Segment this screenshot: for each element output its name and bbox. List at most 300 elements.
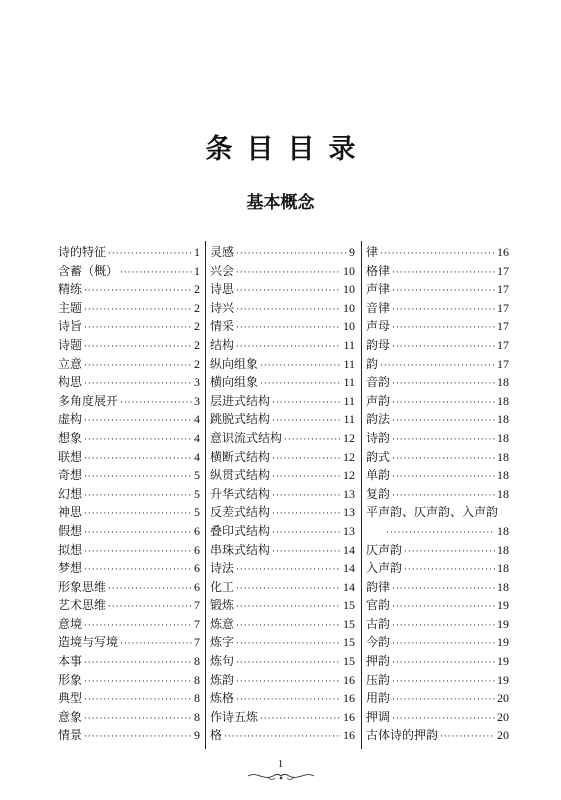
toc-term: 炼韵 (210, 672, 235, 687)
leader-dots (236, 580, 341, 599)
toc-page: 17 (497, 300, 509, 315)
toc-page: 17 (497, 356, 509, 371)
toc-term: 复韵 (366, 486, 391, 501)
toc-page: 19 (497, 598, 509, 613)
leader-dots (272, 524, 341, 543)
toc-entry (210, 410, 355, 429)
toc-page: 5 (194, 505, 200, 520)
toc-entry (366, 559, 509, 578)
toc-term: 串珠式结构 (210, 542, 271, 557)
toc-entry (210, 355, 355, 374)
leader-dots (392, 468, 495, 487)
toc-term: 含蓄（概） (58, 263, 119, 278)
toc-entry (58, 299, 200, 318)
leader-dots (236, 301, 341, 320)
toc-term: 韵 (366, 356, 379, 371)
toc-entry (58, 280, 200, 299)
toc-entry (58, 596, 200, 615)
toc-term: 层进式结构 (210, 393, 271, 408)
toc-page: 18 (497, 523, 509, 538)
toc-page: 13 (343, 486, 355, 501)
leader-dots (84, 524, 192, 543)
toc-entry (210, 559, 355, 578)
toc-term: 韵母 (366, 337, 391, 352)
toc-page: 5 (194, 468, 200, 483)
toc-entry (58, 652, 200, 671)
toc-entry (210, 466, 355, 485)
toc-page: 16 (497, 245, 509, 259)
leader-dots (272, 394, 341, 413)
toc-page: 19 (497, 672, 509, 687)
toc-term: 诗法 (210, 561, 235, 576)
toc-entry (210, 262, 355, 281)
toc-term: 古体诗的押韵 (366, 728, 439, 743)
toc-entry (366, 243, 509, 262)
leader-dots (404, 543, 495, 562)
toc-entry (366, 410, 509, 429)
toc-term: 声律 (366, 282, 391, 297)
leader-dots (392, 431, 495, 450)
toc-page: 12 (343, 449, 355, 464)
leader-dots (84, 728, 192, 747)
leader-dots (386, 524, 495, 543)
toc-page: 6 (194, 542, 200, 557)
toc-page: 15 (343, 654, 355, 669)
toc-entry (210, 633, 355, 652)
leader-dots (84, 412, 192, 431)
toc-entry (58, 392, 200, 411)
leader-dots (440, 728, 495, 747)
toc-page: 13 (343, 523, 355, 538)
leader-dots (380, 245, 495, 264)
toc-page: 8 (194, 654, 200, 669)
leader-dots (108, 245, 192, 264)
leader-dots (236, 673, 341, 692)
toc-entry (58, 671, 200, 690)
toc-term: 音律 (366, 300, 391, 315)
toc-page: 19 (497, 616, 509, 631)
toc-page: 8 (194, 709, 200, 724)
leader-dots (392, 338, 495, 357)
toc-entry (58, 262, 200, 281)
toc-entry (366, 392, 509, 411)
toc-page: 14 (343, 561, 355, 576)
toc-term: 结构 (210, 337, 235, 352)
toc-page: 15 (343, 598, 355, 613)
toc-entry (366, 429, 509, 448)
toc-page: 9 (349, 245, 355, 259)
toc-entry (58, 448, 200, 467)
leader-dots (84, 487, 192, 506)
toc-page: 11 (343, 393, 355, 408)
toc-term: 声韵 (366, 393, 391, 408)
toc-entry (58, 429, 200, 448)
toc-term: 情采 (210, 319, 235, 334)
toc-page: 20 (497, 691, 509, 706)
leader-dots (84, 431, 192, 450)
leader-dots (84, 710, 192, 729)
toc-term: 形象思维 (58, 579, 107, 594)
toc-page: 11 (343, 356, 355, 371)
leader-dots (392, 450, 495, 469)
toc-entry (210, 280, 355, 299)
leader-dots (108, 580, 192, 599)
leader-dots (84, 468, 192, 487)
toc-entry (210, 243, 355, 262)
leader-dots (404, 561, 495, 580)
toc-term: 灵感 (210, 245, 235, 259)
leader-dots (392, 635, 495, 654)
toc-term: 反差式结构 (210, 505, 271, 520)
toc-term: 升华式结构 (210, 486, 271, 501)
leader-dots (392, 580, 495, 599)
toc-term: 艺术思维 (58, 598, 107, 613)
toc-page: 3 (194, 375, 200, 390)
toc-page: 2 (194, 282, 200, 297)
toc-page: 16 (343, 728, 355, 743)
toc-page: 12 (343, 468, 355, 483)
toc-page: 6 (194, 579, 200, 594)
toc-entry (366, 633, 509, 652)
toc-term: 格律 (366, 263, 391, 278)
toc-page: 20 (497, 728, 509, 743)
toc-page: 18 (497, 430, 509, 445)
toc-page: 18 (497, 542, 509, 557)
leader-dots (236, 561, 341, 580)
toc-page: 18 (497, 561, 509, 576)
toc-entry (58, 541, 200, 560)
toc-entry (210, 503, 355, 522)
leader-dots (392, 654, 495, 673)
toc-term: 兴会 (210, 263, 235, 278)
leader-dots (84, 319, 192, 338)
toc-term: 诗思 (210, 282, 235, 297)
toc-entry (58, 243, 200, 262)
toc-term: 锻炼 (210, 598, 235, 613)
toc-entry (58, 485, 200, 504)
toc-term: 入声韵 (366, 561, 403, 576)
leader-dots (392, 264, 495, 283)
leader-dots (84, 505, 192, 524)
column-divider (361, 241, 362, 749)
toc-term: 化工 (210, 579, 235, 594)
toc-entry (366, 596, 509, 615)
toc-term: 意境 (58, 616, 83, 631)
toc-term: 意识流式结构 (210, 430, 283, 445)
toc-entry (366, 355, 509, 374)
toc-term: 跳脱式结构 (210, 412, 271, 427)
toc-entry (366, 373, 509, 392)
toc-term: 叠印式结构 (210, 523, 271, 538)
toc-entry (366, 615, 509, 634)
toc-entry (58, 708, 200, 727)
leader-dots (392, 375, 495, 394)
toc-entry (210, 485, 355, 504)
leader-dots (84, 654, 192, 673)
toc-entry (210, 336, 355, 355)
toc-page: 8 (194, 672, 200, 687)
toc-term: 用韵 (366, 691, 391, 706)
toc-page: 13 (343, 505, 355, 520)
toc-entry (210, 578, 355, 597)
toc-page: 10 (343, 319, 355, 334)
toc-term: 造境与写境 (58, 635, 119, 650)
toc-entry (58, 689, 200, 708)
toc-term: 构思 (58, 375, 83, 390)
toc-entry (210, 652, 355, 671)
toc-term: 多角度展开 (58, 393, 119, 408)
toc-entry (210, 708, 355, 727)
toc-entry (366, 652, 509, 671)
toc-entry (366, 280, 509, 299)
leader-dots (84, 673, 192, 692)
toc-page: 17 (497, 319, 509, 334)
toc-page: 17 (497, 337, 509, 352)
toc-page: 11 (343, 337, 355, 352)
toc-entry (58, 578, 200, 597)
leader-dots (392, 673, 495, 692)
toc-page: 6 (194, 523, 200, 538)
toc-term: 声母 (366, 319, 391, 334)
toc-page: 18 (497, 468, 509, 483)
leader-dots (236, 654, 341, 673)
leader-dots (108, 598, 192, 617)
toc-page: 10 (343, 300, 355, 315)
toc-term: 单韵 (366, 468, 391, 483)
page-footer (0, 758, 561, 782)
toc-term: 炼意 (210, 616, 235, 631)
toc-page: 5 (194, 486, 200, 501)
toc-page: 10 (343, 263, 355, 278)
toc-page: 18 (497, 375, 509, 390)
leader-dots (236, 282, 341, 301)
toc-page: 14 (343, 542, 355, 557)
toc-term: 诗旨 (58, 319, 83, 334)
toc-term: 本事 (58, 654, 83, 669)
toc-term: 主题 (58, 300, 83, 315)
toc-term: 幻想 (58, 486, 83, 501)
toc-page: 16 (343, 691, 355, 706)
toc-page: 10 (343, 282, 355, 297)
toc-column-2 (210, 243, 355, 745)
toc-entry (210, 448, 355, 467)
leader-dots (120, 394, 192, 413)
toc-page: 11 (343, 412, 355, 427)
toc-page: 18 (497, 393, 509, 408)
toc-page: 6 (194, 561, 200, 576)
toc-page: 4 (194, 430, 200, 445)
toc-page: 17 (497, 263, 509, 278)
toc-term: 古韵 (366, 616, 391, 631)
page-title: 条目目录 (205, 134, 370, 165)
toc-term: 情景 (58, 728, 83, 743)
toc-term: 意象 (58, 709, 83, 724)
leader-dots (260, 357, 341, 376)
toc-entry (58, 559, 200, 578)
leader-dots (84, 543, 192, 562)
toc-term: 格 (210, 728, 223, 743)
toc-entry (58, 615, 200, 634)
toc-term: 假想 (58, 523, 83, 538)
toc-entry (366, 262, 509, 281)
leader-dots (260, 375, 341, 394)
leader-dots (392, 282, 495, 301)
toc-page: 11 (343, 375, 355, 390)
toc-entry (366, 578, 509, 597)
toc-entry (210, 671, 355, 690)
leader-dots (236, 319, 341, 338)
toc-page: 2 (194, 356, 200, 371)
toc-page: 1 (194, 263, 200, 278)
toc-page: 18 (497, 486, 509, 501)
toc-term: 平声韵、仄声韵、入声韵 (366, 505, 499, 520)
toc-page: 16 (343, 709, 355, 724)
leader-dots (380, 357, 495, 376)
toc-term: 诗韵 (366, 430, 391, 445)
toc-term: 律 (366, 245, 379, 259)
toc-term: 韵法 (366, 412, 391, 427)
toc-entry (210, 615, 355, 634)
toc-entry (58, 410, 200, 429)
toc-entry (210, 726, 355, 745)
leader-dots (236, 635, 341, 654)
toc-term: 虚构 (58, 412, 83, 427)
leader-dots (392, 598, 495, 617)
leader-dots (84, 691, 192, 710)
toc-term: 官韵 (366, 598, 391, 613)
leader-dots (84, 338, 192, 357)
toc-entry (210, 689, 355, 708)
toc-term: 横向组象 (210, 375, 259, 390)
toc-term: 拟想 (58, 542, 83, 557)
toc-page: 2 (194, 319, 200, 334)
toc-term: 音韵 (366, 375, 391, 390)
toc-term: 作诗五炼 (210, 709, 259, 724)
toc-entry (58, 503, 200, 522)
toc-entry (366, 299, 509, 318)
leader-dots (272, 487, 341, 506)
toc-page: 1 (194, 245, 200, 259)
toc-entry (58, 633, 200, 652)
toc-entry (58, 522, 200, 541)
toc-entry (58, 373, 200, 392)
leader-dots (272, 412, 341, 431)
toc-page: 4 (194, 412, 200, 427)
toc-entry (58, 317, 200, 336)
leader-dots (272, 505, 341, 524)
toc-page: 12 (343, 430, 355, 445)
toc-entry (366, 541, 509, 560)
toc-page: 2 (194, 337, 200, 352)
toc-term: 想象 (58, 430, 83, 445)
toc-entry (210, 299, 355, 318)
toc-entry (58, 726, 200, 745)
toc-term: 诗兴 (210, 300, 235, 315)
leader-dots (84, 282, 192, 301)
toc-term: 炼句 (210, 654, 235, 669)
toc-term: 押调 (366, 709, 391, 724)
toc-entry (366, 726, 509, 745)
toc-term: 押韵 (366, 654, 391, 669)
toc-term: 炼字 (210, 635, 235, 650)
leader-dots (84, 450, 192, 469)
toc-page: 18 (497, 412, 509, 427)
toc-term: 压韵 (366, 672, 391, 687)
toc-entry (366, 708, 509, 727)
toc-page: 16 (343, 672, 355, 687)
leader-dots (120, 635, 192, 654)
leader-dots (260, 710, 341, 729)
toc-page: 4 (194, 449, 200, 464)
toc-entry-continuation (366, 522, 509, 541)
toc-term: 奇想 (58, 468, 83, 483)
leader-dots (236, 617, 341, 636)
ornament-icon (246, 770, 316, 782)
toc-entry (366, 336, 509, 355)
toc-page: 9 (194, 728, 200, 743)
toc-entry (210, 541, 355, 560)
leader-dots (236, 598, 341, 617)
toc-entry (366, 448, 509, 467)
leader-dots (272, 468, 341, 487)
leader-dots (272, 543, 341, 562)
section-title: 基本概念 (246, 193, 315, 213)
toc-term: 梦想 (58, 561, 83, 576)
toc-term: 今韵 (366, 635, 391, 650)
page-number: 1 (277, 758, 284, 770)
toc-entry (210, 596, 355, 615)
toc-page: 15 (343, 635, 355, 650)
toc-page: 20 (497, 709, 509, 724)
toc-page: 19 (497, 635, 509, 650)
toc-entry (210, 373, 355, 392)
leader-dots (392, 301, 495, 320)
toc-entry (366, 485, 509, 504)
leader-dots (392, 412, 495, 431)
toc-page: 15 (343, 616, 355, 631)
toc-term: 诗题 (58, 337, 83, 352)
toc-term: 炼格 (210, 691, 235, 706)
toc-entry (58, 355, 200, 374)
leader-dots (284, 431, 341, 450)
toc-term: 精练 (58, 282, 83, 297)
leader-dots (392, 394, 495, 413)
toc-entry (210, 429, 355, 448)
toc-page: 7 (194, 598, 200, 613)
toc-entry (210, 522, 355, 541)
toc-term: 横断式结构 (210, 449, 271, 464)
toc-term: 韵式 (366, 449, 391, 464)
leader-dots (236, 245, 347, 264)
toc-entry (210, 317, 355, 336)
toc-entry (366, 317, 509, 336)
toc-entry (58, 336, 200, 355)
toc-page: 8 (194, 691, 200, 706)
toc-term: 韵律 (366, 579, 391, 594)
toc-term: 联想 (58, 449, 83, 464)
toc-term: 立意 (58, 356, 83, 371)
leader-dots (84, 357, 192, 376)
toc-term: 纵贯式结构 (210, 468, 271, 483)
toc-term: 诗的特征 (58, 245, 107, 259)
leader-dots (392, 617, 495, 636)
toc-term: 形象 (58, 672, 83, 687)
toc-page: 14 (343, 579, 355, 594)
toc-entry (366, 689, 509, 708)
toc-term: 仄声韵 (366, 542, 403, 557)
toc-term: 神思 (58, 505, 83, 520)
toc-entry (366, 671, 509, 690)
